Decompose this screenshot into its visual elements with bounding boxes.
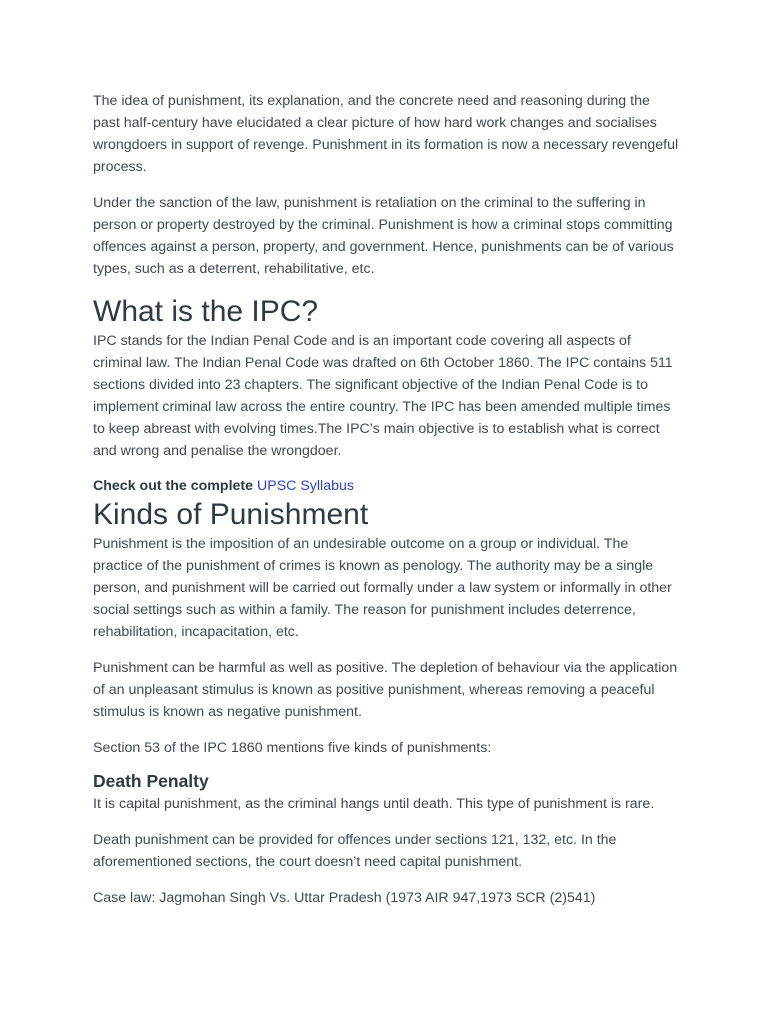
heading-death-penalty: Death Penalty [93,771,209,791]
check-out-line [93,475,679,497]
article-body [93,90,679,909]
intro-paragraph-2: Under the sanction of the law, punishment is retaliation on the criminal to the suffering in person or property destroyed by the criminal. Punishment is how a criminal stops committing offences against a person, property, and government. Hence, punishments can be of various types, such as a deterrent, rehabilitative, etc. [93,195,674,277]
heading-kinds-of-punishment: Kinds of Punishment [93,498,369,531]
death-paragraph-2: Death punishment can be provided for offences under sections 121, 132, etc. In the aforementioned sections, the court doesn’t need capital punishment. [93,832,617,870]
ipc-paragraph-1: IPC stands for the Indian Penal Code and is an important code covering all aspects of criminal law. The Indian Penal Code was drafted on 6th October 1860. The IPC contains 511 sections divided into 23 chapters. The significant objective of the Indian Penal Code is to implement criminal law across the entire country. The IPC has been amended multiple times to keep abreast with evolving times.The IPC’s main objective is to establish what is correct and wrong and penalise the wrongdoer. [93,333,673,459]
check-out-prefix: Check out the complete [93,478,257,494]
upsc-syllabus-link[interactable]: UPSC Syllabus [256,478,354,494]
death-paragraph-1: It is capital punishment, as the criminal hangs until death. This type of punishment is rare. [93,796,655,812]
kinds-paragraph-2: Punishment can be harmful as well as positive. The depletion of behaviour via the application of an unpleasant stimulus is known as positive punishment, whereas removing a peaceful stimulus is known as negative punishment. [93,660,678,720]
kinds-paragraph-3: Section 53 of the IPC 1860 mentions five kinds of punishments: [93,740,492,756]
kinds-paragraph-1: Punishment is the imposition of an undesirable outcome on a group or individual. The practice of the punishment of crimes is known as penology. The authority may be a single person, and punishment will be carried out formally under a law system or informally in other social settings such as within a family. The reason for punishment includes deterrence, rehabilitation, incapacitation, etc. [93,536,672,640]
heading-what-is-ipc: What is the IPC? [93,295,319,328]
death-case-law: Case law: Jagmohan Singh Vs. Uttar Pradesh (1973 AIR 947,1973 SCR (2)541) [93,890,596,906]
intro-paragraph-1: The idea of punishment, its explanation, and the concrete need and reasoning during the past half-century have elucidated a clear picture of how hard work changes and socialises wrongdoers in support of revenge. Punishment in its formation is now a necessary revengeful process. [93,93,679,175]
